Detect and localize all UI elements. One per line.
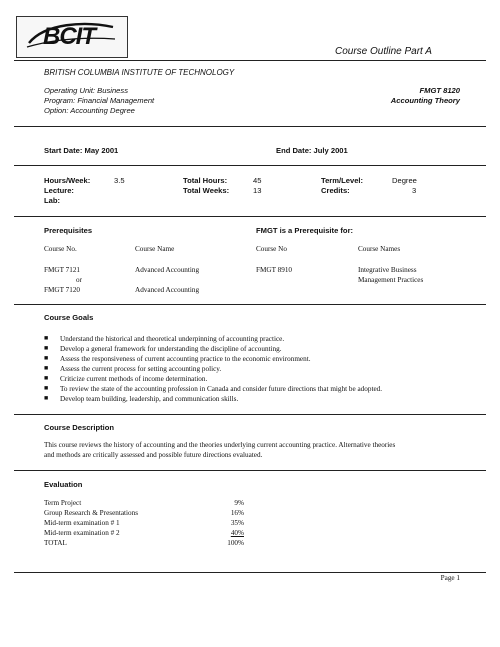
prereq-for-col-no: Course No (256, 245, 287, 253)
total-weeks-label: Total Weeks: (183, 186, 230, 195)
logo-text: BCIT (43, 23, 95, 50)
prereq-for-row-no: FMGT 8910 (256, 266, 293, 274)
prereq-row-no: FMGT 7120 (44, 286, 81, 294)
description-line: This course reviews the history of accounting and the theories underlying current accounting practice. Alternative theories (44, 441, 396, 449)
option: Option: Accounting Degree (44, 106, 135, 115)
prereq-for-row-name: Management Practices (358, 276, 424, 284)
total-hours-label: Total Hours: (183, 176, 228, 185)
list-item: ■ Understand the historical and theoretical underpinning of accounting practice. (44, 335, 285, 343)
prerequisites-heading: Prerequisites (44, 226, 93, 235)
prereq-for-row-name: Integrative Business (358, 266, 417, 274)
bullet-icon: ■ (44, 335, 49, 342)
start-date: Start Date: May 2001 (44, 146, 119, 155)
course-title: Accounting Theory (390, 96, 460, 105)
bcit-logo (16, 16, 128, 58)
lab-label: Lab: (44, 196, 61, 205)
list-item: ■ Develop team building, leadership, and communication skills. (44, 395, 239, 403)
lecture-label: Lecture: (44, 186, 74, 195)
operating-unit: Operating Unit: Business (44, 86, 128, 95)
prereq-row-no: FMGT 7121 (44, 266, 81, 274)
table-row: Term Project 9% (44, 499, 244, 507)
section-rule (14, 414, 486, 415)
course-code: FMGT 8120 (419, 86, 460, 95)
description-heading: Course Description (44, 423, 115, 432)
prereq-for-col-name: Course Names (358, 245, 401, 253)
hours-week-value: 3.5 (114, 176, 125, 185)
goals-heading: Course Goals (44, 313, 94, 322)
prereq-col-name: Course Name (135, 245, 175, 253)
total-hours-value: 45 (253, 176, 262, 185)
term-level-label: Term/Level: (321, 176, 364, 185)
institute-name: BRITISH COLUMBIA INSTITUTE OF TECHNOLOGY (44, 68, 235, 77)
program: Program: Financial Management (44, 96, 155, 105)
list-item: ■ Develop a general framework for understanding the discipline of accounting. (44, 345, 282, 353)
doc-title: Course Outline Part A (335, 46, 432, 57)
section-rule (14, 216, 486, 217)
list-item: ■ To review the state of the accounting profession in Canada and consider future directions that might be adopted. (44, 385, 383, 393)
bullet-icon: ■ (44, 395, 49, 402)
section-rule (14, 165, 486, 166)
prereq-col-no: Course No. (44, 245, 77, 253)
page-number: Page 1 (440, 574, 460, 582)
list-item: ■ Assess the responsiveness of current accounting practice to the economic environment. (44, 355, 311, 363)
section-rule (14, 126, 486, 127)
term-level-value: Degree (392, 176, 417, 185)
credits-value: 3 (412, 186, 417, 195)
footer-rule (14, 572, 486, 573)
hours-week-label: Hours/Week: (44, 176, 91, 185)
list-item: ■ Assess the current process for setting accounting policy. (44, 365, 222, 373)
prereq-row-name: Advanced Accounting (135, 286, 200, 294)
prereq-row-name: Advanced Accounting (135, 266, 200, 274)
prereq-or: or (76, 276, 82, 284)
section-rule (14, 304, 486, 305)
prereq-for-heading: FMGT is a Prerequisite for: (256, 226, 354, 235)
table-row: TOTAL 100% (44, 539, 244, 547)
bullet-icon: ■ (44, 365, 49, 372)
table-row: Mid-term examination # 1 35% (44, 519, 244, 527)
header-rule (14, 60, 486, 61)
bullet-icon: ■ (44, 355, 49, 362)
section-rule (14, 470, 486, 471)
bullet-icon: ■ (44, 385, 49, 392)
bullet-icon: ■ (44, 345, 49, 352)
table-row: Group Research & Presentations 16% (44, 509, 244, 517)
table-row: Mid-term examination # 2 40% (44, 529, 244, 537)
bullet-icon: ■ (44, 375, 49, 382)
credits-label: Credits: (321, 186, 350, 195)
end-date: End Date: July 2001 (276, 146, 348, 155)
list-item: ■ Criticize current methods of income determination. (44, 375, 208, 383)
evaluation-heading: Evaluation (44, 480, 83, 489)
description-line: and methods are critically assessed and possible future directions evaluated. (44, 451, 263, 459)
total-weeks-value: 13 (253, 186, 262, 195)
